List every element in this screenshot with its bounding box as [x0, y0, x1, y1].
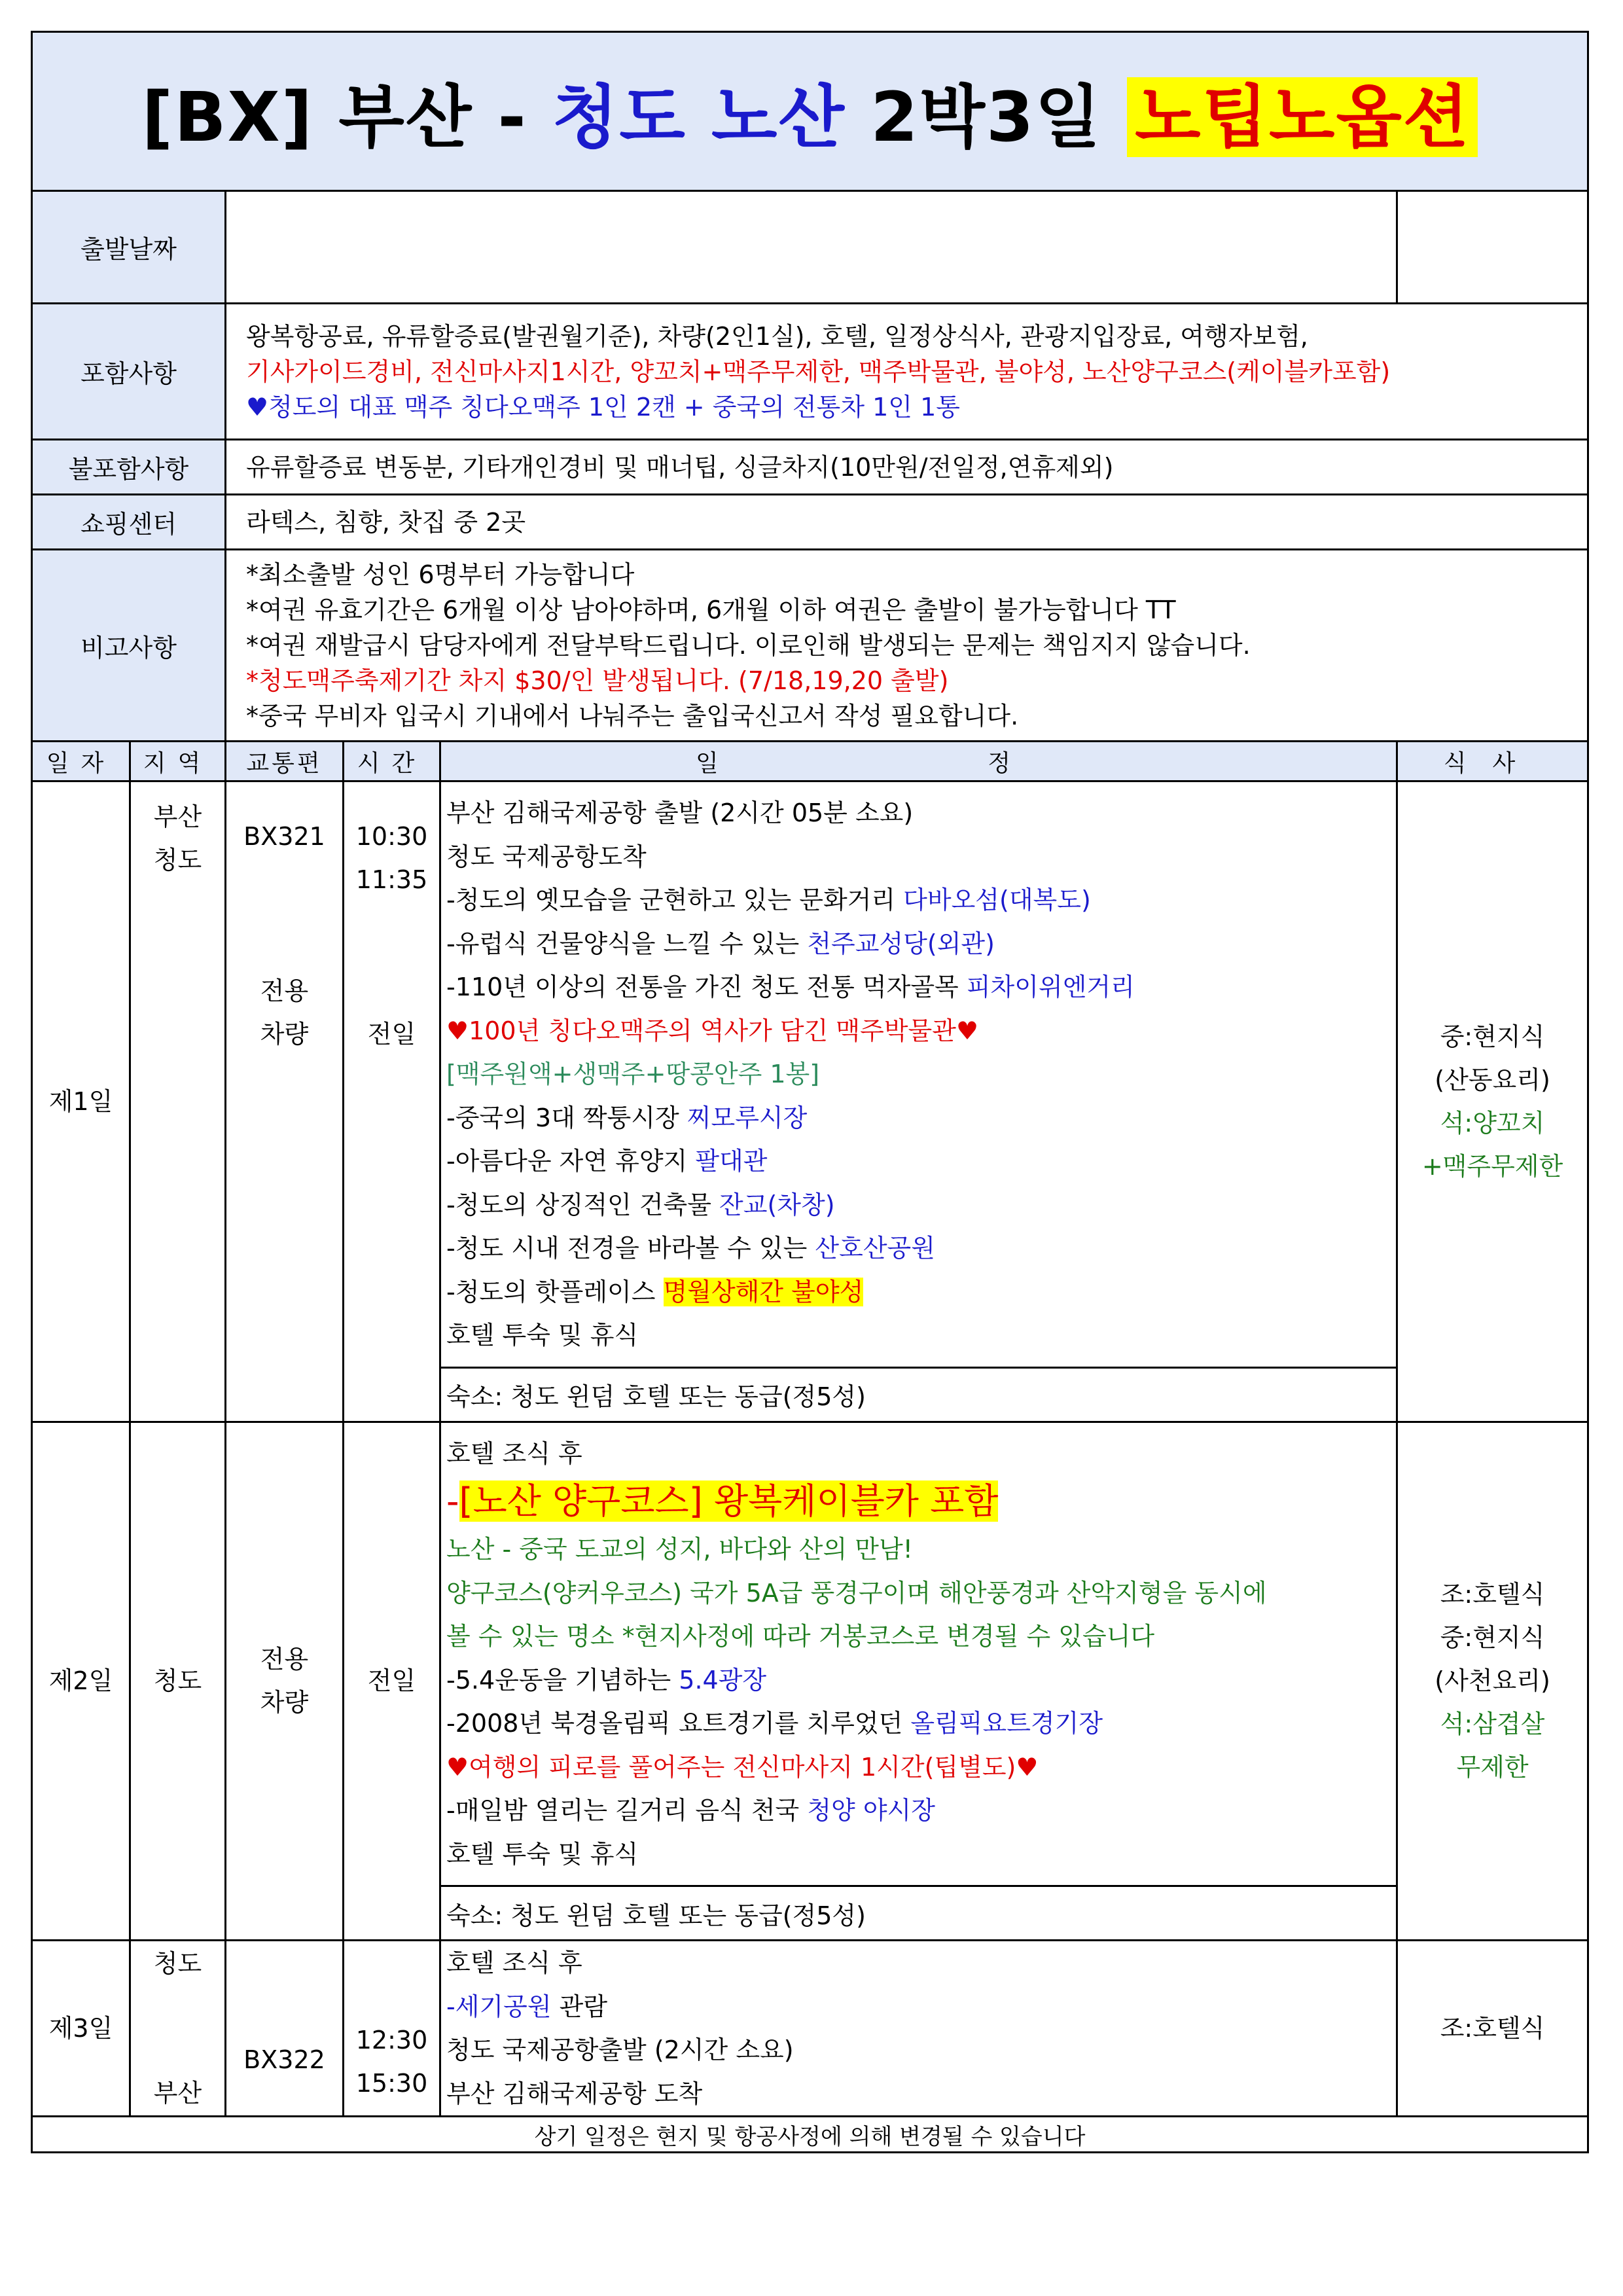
col-time: 시간 [344, 742, 440, 781]
note-item: *청도맥주축제기간 차지 $30/인 발생됩니다. (7/18,19,20 출발) [246, 666, 949, 695]
day3-meals: 조:호텔식 [1397, 1941, 1588, 2117]
col-meal: 식사 [1397, 742, 1588, 781]
note-item: *중국 무비자 입국시 기내에서 나눠주는 출입국신고서 작성 필요합니다. [246, 702, 1019, 730]
place-dabao-island: 다바오섬(대복도) [903, 886, 1091, 914]
day2-row [32, 1422, 1588, 1886]
departure-date-label: 출발날짜 [32, 191, 226, 304]
col-region: 지역 [130, 742, 226, 781]
place-century-park: 세기공원 [455, 1992, 552, 2021]
col-day: 일자 [32, 742, 130, 781]
place-coral-park: 산호산공원 [815, 1234, 935, 1263]
day3-region: 청도 부산 [130, 1941, 226, 2117]
place-badaguan: 팔대관 [695, 1147, 768, 1175]
col-transport: 교통편 [226, 742, 344, 781]
day1-region: 부산 청도 [130, 781, 226, 1422]
day3-time: 12:30 15:30 [344, 1941, 440, 2117]
day2-label: 제2일 [32, 1422, 130, 1941]
itinerary-document [31, 31, 1587, 2153]
day1-row [32, 781, 1588, 1368]
shopping-label: 쇼핑센터 [32, 495, 226, 550]
laoshan-course-highlight: [노산 양구코스] 왕복케이블카 포함 [459, 1480, 999, 1522]
title-highlight: 노팁노옵션 [1127, 77, 1478, 157]
notes [226, 550, 1588, 742]
place-night-city: 명월상해간 불야성 [663, 1277, 864, 1306]
day2-meals: 조:호텔식 중:현지식 (사천요리) 석:삼겹살 무제한 [1397, 1422, 1588, 1941]
day1-schedule: 부산 김해국제공항 출발 (2시간 05분 소요) 청도 국제공항도착 -청도의 옛모습을 군현하고 있는 문화거리 다바오섬(대복도) -유럽식 건물양식을 느낄 수 있는 천주교성당(외관) -110년 이상의 전통을 가진 청도 전통 먹자골목 피차이위엔거리 ♥100년 칭다오맥주의 역사가 담긴 맥주박물관♥ [맥주원액+생맥주+땅콩안주 1봉] -중국의 3대 짝퉁시장 찌모루시장 -아름다운 자연 휴양지 팔대관 -청도의 상징적인 건축물 잔교(차창) -청도 시내 전경을 바라볼 수 있는 산호산공원 -청도의 핫플레이스 명월상해간 불야성 호텔 투숙 및 휴식 [440, 781, 1397, 1368]
place-night-market: 청양 야시장 [807, 1796, 935, 1825]
place-catholic-church: 천주교성당(외관) [807, 929, 995, 958]
place-olympic-sailing: 올림픽요트경기장 [910, 1709, 1103, 1738]
day2-transport: 전용 차량 [226, 1422, 344, 1941]
notes-label: 비고사항 [32, 550, 226, 742]
col-schedule: 일 정 [440, 742, 1397, 781]
day1-hotel: 숙소: 청도 윈덤 호텔 또는 동급(정5성) [440, 1367, 1397, 1422]
day2-region: 청도 [130, 1422, 226, 1941]
place-zhanqiao: 잔교(차창) [719, 1190, 835, 1219]
shopping-items: 라텍스, 침향, 찻집 중 2곳 [226, 495, 1588, 550]
footer-note: 상기 일정은 현지 및 항공사정에 의해 변경될 수 있습니다 [32, 2117, 1588, 2153]
day2-time: 전일 [344, 1422, 440, 1941]
included-items: 왕복항공료, 유류할증료(발권월기준), 차량(2인1실), 호텔, 일정상식사, 관광지입장료, 여행자보험, 기사가이드경비, 전신마사지1시간, 양꼬치+맥주무제한, 맥주박물관, 불야성, 노산양구코스(케이블카포함) ♥청도의 대표 맥주 칭다오맥주 1인 2캔 + 중국의 전통차 1인 1통 [226, 304, 1588, 440]
place-pichaiyuan: 피차이위엔거리 [966, 973, 1135, 1001]
title-destination: 청도 노산 [552, 77, 846, 157]
day1-transport: BX321 전용 차량 [226, 781, 344, 1422]
day1-time: 10:30 11:35 전일 [344, 781, 440, 1422]
day3-row [32, 1941, 1588, 2117]
departure-date-extra[interactable] [1397, 191, 1588, 304]
departure-date-value[interactable] [226, 191, 1397, 304]
note-item: *여권 재발급시 담당자에게 전달부탁드립니다. 이로인해 발생되는 문제는 책임지지 않습니다. [246, 631, 1251, 660]
note-item: *여권 유효기간은 6개월 이상 남아야하며, 6개월 이하 여권은 출발이 불가능합니다 TT [246, 596, 1176, 624]
note-item: *최소출발 성인 6명부터 가능합니다 [246, 560, 635, 589]
itinerary-table [31, 31, 1589, 2153]
excluded-label: 불포함사항 [32, 440, 226, 495]
day1-label: 제1일 [32, 781, 130, 1422]
day1-meals: 중:현지식 (산동요리) 석:양꼬치 +맥주무제한 [1397, 781, 1588, 1422]
place-may-fourth-square: 5.4광장 [679, 1665, 767, 1695]
day3-label: 제3일 [32, 1941, 130, 2117]
day2-hotel: 숙소: 청도 윈덤 호텔 또는 동급(정5성) [440, 1886, 1397, 1941]
document-title: [BX] 부산 - 청도 노산 2박3일 노팁노옵션 [32, 32, 1588, 191]
day3-schedule: 호텔 조식 후 -세기공원 관람 청도 국제공항출발 (2시간 소요) 부산 김해국제공항 도착 [440, 1941, 1397, 2117]
day3-transport: BX322 [226, 1941, 344, 2117]
place-jimolu-market: 찌모루시장 [687, 1103, 808, 1132]
included-label: 포함사항 [32, 304, 226, 440]
day2-schedule: 호텔 조식 후 -[노산 양구코스] 왕복케이블카 포함 노산 - 중국 도교의 성지, 바다와 산의 만남! 양구코스(양커우코스) 국가 5A급 풍경구이며 해안풍경과 산악지형을 동시에 볼 수 있는 명소 *현지사정에 따라 거봉코스로 변경될 수 있습니다 -5.4운동을 기념하는 5.4광장 -2008년 북경올림픽 요트경기를 치루었던 올림픽요트경기장 ♥여행의 피로를 풀어주는 전신마사지 1시간(팁별도)♥ -매일밤 열리는 길거리 음식 천국 청양 야시장 호텔 투숙 및 휴식 [440, 1422, 1397, 1886]
excluded-items: 유류할증료 변동분, 기타개인경비 및 매너팁, 싱글차지(10만원/전일정,연휴제외) [226, 440, 1588, 495]
